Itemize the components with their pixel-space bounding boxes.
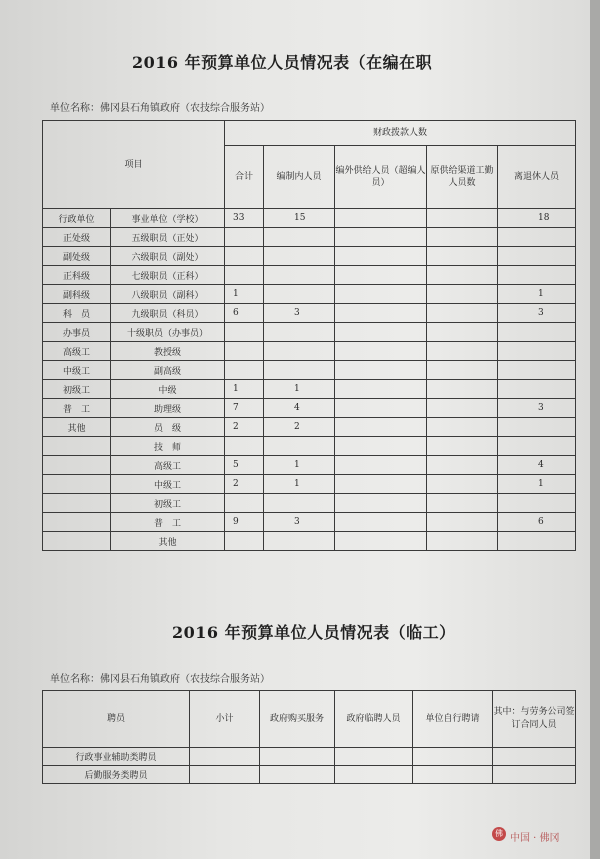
row-category: 行政单位 [43, 209, 111, 228]
cell-retired [498, 361, 576, 380]
table-row [43, 399, 576, 418]
table-cell [260, 748, 335, 766]
cell-bianwai [335, 494, 427, 513]
cell-bianwai [335, 266, 427, 285]
cell-yuangong [427, 532, 498, 551]
table-row [43, 437, 576, 456]
cell-total: 2 [225, 418, 264, 437]
cell-retired [498, 437, 576, 456]
row-level: 高级工 [111, 456, 225, 475]
cell-total: 6 [225, 304, 264, 323]
table-row [43, 323, 576, 342]
row-level: 事业单位（学校） [111, 209, 225, 228]
cell-bianwai [335, 285, 427, 304]
table-row [43, 285, 576, 304]
header-labor-contract: 其中：与劳务公司签订合同人员 [493, 691, 576, 748]
cell-total [225, 323, 264, 342]
row-label: 行政事业辅助类聘员 [43, 748, 190, 766]
cell-yuangong [427, 228, 498, 247]
row-level: 教授级 [111, 342, 225, 361]
row-category: 高级工 [43, 342, 111, 361]
cell-yuangong [427, 399, 498, 418]
row-category: 科 员 [43, 304, 111, 323]
header-total: 合计 [225, 146, 264, 209]
cell-total [225, 532, 264, 551]
cell-bianzhi [264, 494, 335, 513]
cell-retired: 6 [498, 513, 576, 532]
table-row [43, 532, 576, 551]
row-category [43, 494, 111, 513]
cell-retired [498, 323, 576, 342]
row-level: 其他 [111, 532, 225, 551]
row-level: 六级职员（副处） [111, 247, 225, 266]
cell-retired [498, 380, 576, 399]
cell-bianwai [335, 475, 427, 494]
cell-retired: 4 [498, 456, 576, 475]
header-gov-temp: 政府临聘人员 [335, 691, 413, 748]
cell-total [225, 361, 264, 380]
cell-retired [498, 228, 576, 247]
row-level: 十级职员（办事员） [111, 323, 225, 342]
row-level: 九级职员（科员） [111, 304, 225, 323]
cell-retired [498, 266, 576, 285]
cell-total: 1 [225, 380, 264, 399]
cell-total [225, 228, 264, 247]
cell-bianzhi [264, 532, 335, 551]
table-row [43, 513, 576, 532]
header-item: 项目 [43, 121, 225, 209]
cell-retired: 1 [498, 285, 576, 304]
header-subtotal: 小计 [190, 691, 260, 748]
header-self-hire: 单位自行聘请 [413, 691, 493, 748]
cell-total: 7 [225, 399, 264, 418]
header-yuangong: 原供给渠道工勤人员数 [427, 146, 498, 209]
table-cell [260, 766, 335, 784]
cell-bianwai [335, 228, 427, 247]
table-cell [335, 748, 413, 766]
row-level: 八级职员（副科） [111, 285, 225, 304]
cell-bianzhi [264, 266, 335, 285]
cell-bianwai [335, 342, 427, 361]
table-row [43, 748, 576, 766]
cell-retired: 18 [498, 209, 576, 228]
cell-total: 5 [225, 456, 264, 475]
cell-bianwai [335, 418, 427, 437]
cell-yuangong [427, 380, 498, 399]
cell-bianwai [335, 456, 427, 475]
cell-retired [498, 494, 576, 513]
row-category [43, 437, 111, 456]
header-bianwai: 编外供给人员（超编人员） [335, 146, 427, 209]
table-row [43, 361, 576, 380]
row-level: 员 级 [111, 418, 225, 437]
table-row [43, 380, 576, 399]
temp-staff-table [42, 690, 576, 784]
table-row [43, 766, 576, 784]
cell-retired [498, 247, 576, 266]
table-cell [413, 766, 493, 784]
cell-bianzhi: 3 [264, 513, 335, 532]
row-category [43, 475, 111, 494]
cell-yuangong [427, 437, 498, 456]
row-level: 助理级 [111, 399, 225, 418]
cell-bianwai [335, 437, 427, 456]
row-level: 七级职员（正科） [111, 266, 225, 285]
row-category [43, 513, 111, 532]
cell-total: 2 [225, 475, 264, 494]
table-row [43, 304, 576, 323]
header-group: 财政拨款人数 [225, 121, 576, 146]
header-pinyuan: 聘员 [43, 691, 190, 748]
cell-bianzhi: 3 [264, 304, 335, 323]
cell-retired: 1 [498, 475, 576, 494]
cell-yuangong [427, 266, 498, 285]
cell-total [225, 342, 264, 361]
row-level: 技 师 [111, 437, 225, 456]
cell-retired [498, 342, 576, 361]
row-level: 中级 [111, 380, 225, 399]
table-row [43, 228, 576, 247]
cell-bianwai [335, 323, 427, 342]
cell-retired: 3 [498, 399, 576, 418]
table-row [43, 247, 576, 266]
cell-bianwai [335, 380, 427, 399]
table-row [43, 209, 576, 228]
row-category: 副科级 [43, 285, 111, 304]
page-edge [590, 0, 600, 859]
cell-yuangong [427, 456, 498, 475]
cell-yuangong [427, 513, 498, 532]
table-cell [190, 748, 260, 766]
row-category: 中级工 [43, 361, 111, 380]
header-retired: 离退休人员 [498, 146, 576, 209]
table-cell [493, 748, 576, 766]
table-row [43, 494, 576, 513]
row-level: 普 工 [111, 513, 225, 532]
staff-table [42, 120, 576, 551]
cell-bianzhi: 1 [264, 380, 335, 399]
cell-bianzhi [264, 228, 335, 247]
table-row [43, 475, 576, 494]
cell-bianzhi: 1 [264, 475, 335, 494]
cell-yuangong [427, 418, 498, 437]
table1-unit-label: 单位名称：佛冈县石角镇政府（农技综合服务站） [50, 103, 270, 114]
row-category: 其他 [43, 418, 111, 437]
cell-bianzhi [264, 323, 335, 342]
header-gov-purchase: 政府购买服务 [260, 691, 335, 748]
row-category: 初级工 [43, 380, 111, 399]
cell-bianzhi [264, 361, 335, 380]
cell-bianzhi: 2 [264, 418, 335, 437]
cell-total [225, 247, 264, 266]
cell-bianzhi: 4 [264, 399, 335, 418]
cell-bianzhi [264, 285, 335, 304]
row-category: 副处级 [43, 247, 111, 266]
cell-bianzhi [264, 437, 335, 456]
cell-bianzhi [264, 247, 335, 266]
cell-bianwai [335, 247, 427, 266]
header-bianzhi: 编制内人员 [264, 146, 335, 209]
cell-yuangong [427, 361, 498, 380]
cell-bianwai [335, 361, 427, 380]
cell-bianwai [335, 209, 427, 228]
row-level: 初级工 [111, 494, 225, 513]
table-row [43, 342, 576, 361]
cell-yuangong [427, 323, 498, 342]
table-row [43, 266, 576, 285]
cell-retired: 3 [498, 304, 576, 323]
cell-retired [498, 532, 576, 551]
row-level: 副高级 [111, 361, 225, 380]
table-row [43, 456, 576, 475]
table2-title: 2016 年预算单位人员情况表（临工） [172, 623, 456, 642]
cell-bianwai [335, 532, 427, 551]
table-cell [493, 766, 576, 784]
row-level: 中级工 [111, 475, 225, 494]
cell-total [225, 266, 264, 285]
table-cell [190, 766, 260, 784]
table2-unit-label: 单位名称：佛冈县石角镇政府（农技综合服务站） [50, 674, 270, 685]
cell-yuangong [427, 494, 498, 513]
cell-yuangong [427, 247, 498, 266]
row-category [43, 456, 111, 475]
table-row [43, 418, 576, 437]
row-category [43, 532, 111, 551]
watermark-text: 中国 · 佛冈 [510, 833, 560, 844]
row-category: 正科级 [43, 266, 111, 285]
cell-yuangong [427, 285, 498, 304]
cell-bianwai [335, 304, 427, 323]
cell-bianwai [335, 399, 427, 418]
table-cell [335, 766, 413, 784]
cell-yuangong [427, 209, 498, 228]
cell-bianwai [335, 513, 427, 532]
row-level: 五级职员（正处） [111, 228, 225, 247]
cell-bianzhi: 1 [264, 456, 335, 475]
table1-title: 2016 年预算单位人员情况表（在编在职 [132, 53, 433, 72]
cell-bianzhi: 15 [264, 209, 335, 228]
cell-total [225, 494, 264, 513]
cell-yuangong [427, 304, 498, 323]
cell-retired [498, 418, 576, 437]
cell-yuangong [427, 475, 498, 494]
cell-total: 1 [225, 285, 264, 304]
row-label: 后勤服务类聘员 [43, 766, 190, 784]
row-category: 办事员 [43, 323, 111, 342]
cell-bianzhi [264, 342, 335, 361]
cell-total: 33 [225, 209, 264, 228]
watermark-seal: 佛 [492, 827, 506, 841]
cell-total: 9 [225, 513, 264, 532]
row-category: 正处级 [43, 228, 111, 247]
cell-total [225, 437, 264, 456]
table-cell [413, 748, 493, 766]
cell-yuangong [427, 342, 498, 361]
row-category: 普 工 [43, 399, 111, 418]
